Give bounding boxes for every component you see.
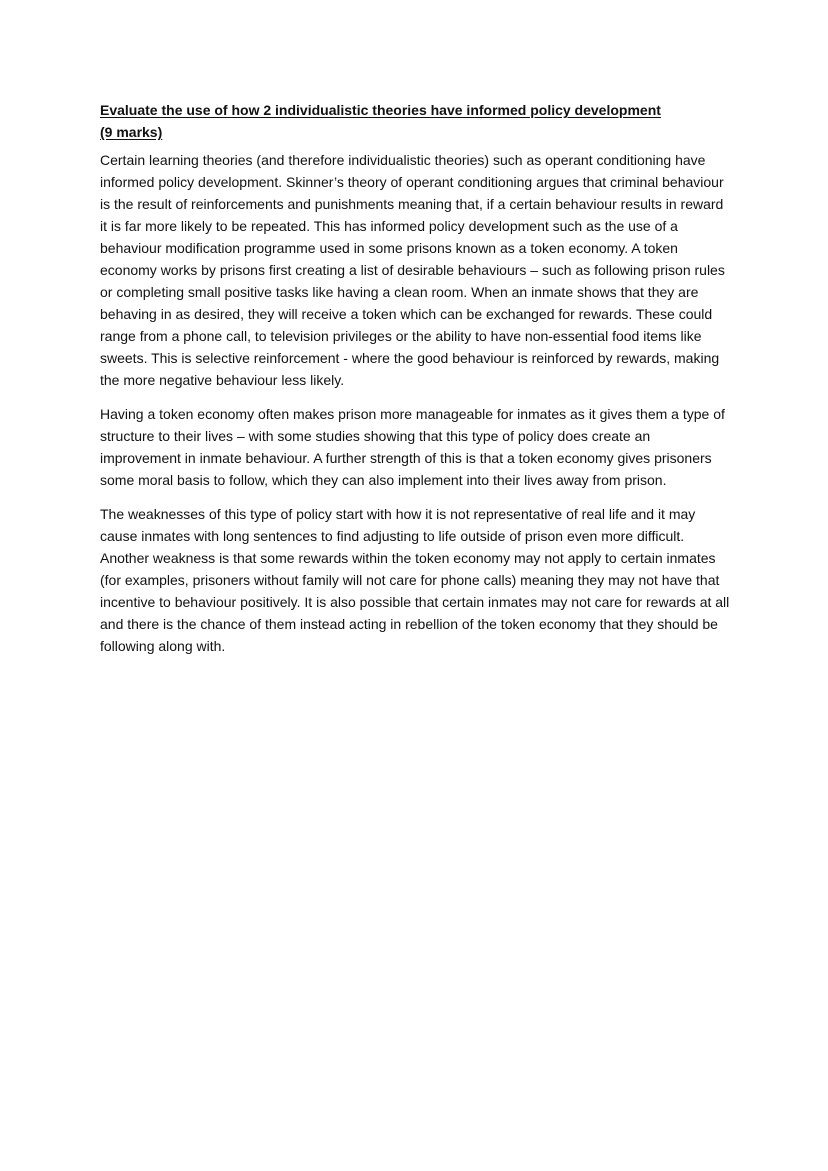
- paragraph-strengths: Having a token economy often makes prison more manageable for inmates as it gives them a type of structure to their lives – with some studies showing that this type of policy does create an improvement in inmate behaviour. A further strength of this is that a token economy gives prisoners some moral basis to follow, which they can also implement into their lives away from prison.: [100, 406, 725, 488]
- paragraph-operant-conditioning: Certain learning theories (and therefore individualistic theories) such as operant conditioning have informed policy development. Skinner’s theory of operant conditioning argues that criminal behaviour is the result of reinforcements and punishments meaning that, if a certain behaviour results in reward it is far more likely to be repeated. This has informed policy development such as the use of a behaviour modification programme used in some prisons known as a token economy. A token economy works by prisons first creating a list of desirable behaviours – such as following prison rules or completing small positive tasks like having a clean room. When an inmate shows that they are behaving in as desired, they will receive a token which can be exchanged for rewards. These could range from a phone call, to television privileges or the ability to have non-essential food items like sweets. This is selective reinforcement - where the good behaviour is reinforced by rewards, making the more negative behaviour less likely.: [100, 152, 725, 388]
- marks-label: (9 marks): [100, 124, 163, 140]
- essay-question-heading: [100, 99, 730, 143]
- document-body: [100, 99, 730, 669]
- essay-question-line: Evaluate the use of how 2 individualistic theories have informed policy development: [100, 102, 661, 118]
- paragraph-weaknesses: The weaknesses of this type of policy start with how it is not representative of real life and it may cause inmates with long sentences to find adjusting to life outside of prison even more difficult. Another weakness is that some rewards within the token economy may not apply to certain inmates (for examples, prisoners without family will not care for phone calls) meaning they may not have that incentive to behaviour positively. It is also possible that certain inmates may not care for rewards at all and there is the chance of them instead acting in rebellion of the token economy that they should be following along with.: [100, 506, 730, 654]
